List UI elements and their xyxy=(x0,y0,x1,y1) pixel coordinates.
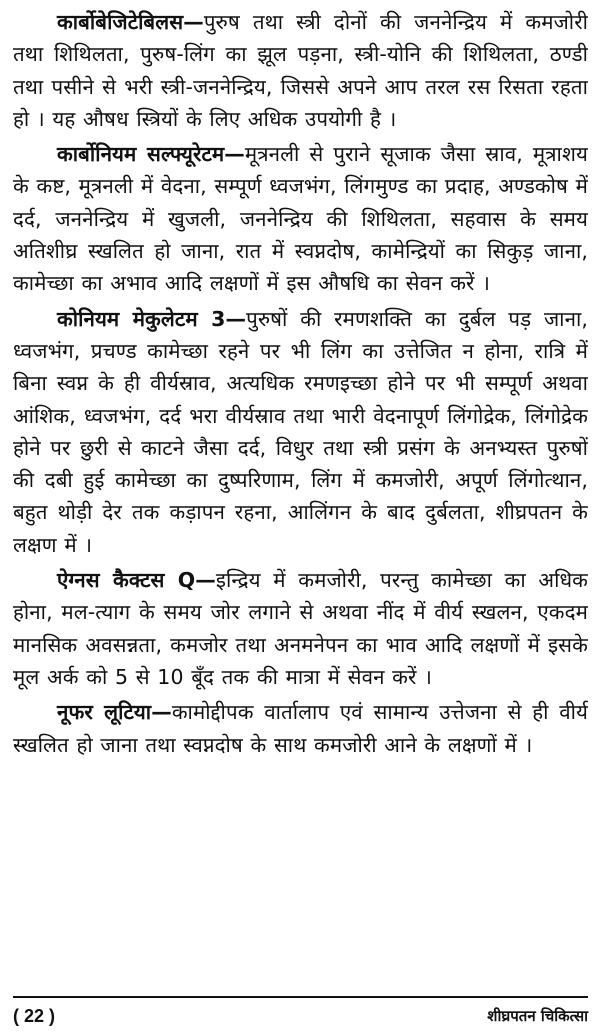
remedy-name: कार्बोबेजिटेबिलस— xyxy=(57,10,204,34)
page-footer xyxy=(13,1003,588,1029)
remedy-name: नूफर लूटिया— xyxy=(57,700,172,725)
remedy-description: कामोद्दीपक वार्तालाप एवं सामान्य उत्तेजना से ही वीर्य स्खलित हो जाना तथा स्वप्नदोष के साथ कमजोरी आने के लक्षणों में । xyxy=(13,700,588,757)
remedy-entry-carboneum-sulph xyxy=(13,138,588,299)
remedy-entry-carbo-veg xyxy=(13,6,588,135)
page-number: ( 22 ) xyxy=(13,1005,56,1026)
remedy-description: पुरुष तथा स्त्री दोनों की जननेन्द्रिय में कमजोरी तथा शिथिलता, पुरुष-लिंग का झूल पड़ना, स्त्री-योनि की शिथिलता, ठण्डी तथा पसीने से भरी स्त्री-जननेन्द्रिय, जिससे अपने आप तरल रस रिसता रहता हो । यह औषध स्त्रियों के लिए अधिक उपयोगी है । xyxy=(13,10,588,131)
remedy-name: कार्बोनियम सल्फ्यूरेटम— xyxy=(57,142,245,167)
page-body xyxy=(13,6,588,976)
footer-divider xyxy=(13,996,588,998)
remedy-description: मूत्रनली से पुराने सूजाक जैसा स्राव, मूत्राशय के कष्ट, मूत्रनली में वेदना, सम्पूर्ण ध्वजभंग, लिंगमुण्ड का प्रदाह, अण्डकोष में दर्द, जननेन्द्रिय में खुजली, जननेन्द्रिय की शिथिलता, सहवास के समय अतिशीघ्र स्खलित हो जाना, रात में स्वप्नदोष, कामेन्द्रियों का सिकुड़ जाना, कामेच्छा का अभाव आदि लक्षणों में इस औषधि का सेवन करें । xyxy=(13,142,588,296)
remedy-description: पुरुषों की रमणशक्ति का दुर्बल पड़ जाना, ध्वजभंग, प्रचण्ड कामेच्छा रहने पर भी लिंग का उत्तेजित न होना, रात्रि में बिना स्वप्न के ही वीर्यस्राव, अत्यधिक रमणइच्छा होने पर भी सम्पूर्ण अथवा आंशिक, ध्वजभंग, दर्द भरा वीर्यस्राव तथा भारी वेदनापूर्ण लिंगोद्रेक, लिंगोद्रेक होने पर छुरी से काटने जैसा दर्द, विधुर तथा स्त्री प्रसंग के अनभ्यस्त पुरुषों की दबी हुई कामेच्छा का दुष्परिणाम, लिंग में कमजोरी, अपूर्ण लिंगोत्थान, बहुत थोड़ी देर तक कड़ापन रहना, आलिंगन के बाद दुर्बलता, शीघ्रपतन के लक्षण में । xyxy=(13,306,588,557)
remedy-name: कोनियम मेकुलेटम 3— xyxy=(57,306,247,331)
remedy-entry-conium-mac xyxy=(13,303,588,561)
remedy-entry-nuphar-luteum xyxy=(13,696,588,761)
remedy-description: इन्द्रिय में कमजोरी, परन्तु कामेच्छा का अधिक होना, मल-त्याग के समय जोर लगाने से अथवा नींद में वीर्य स्खलन, एकदम मानसिक अवसन्नता, कमजोर तथा अनमनेपन का भाव आदि लक्षणों में इसके मूल अर्क को 5 से 10 बूँद तक की मात्रा में सेवन करें । xyxy=(13,568,588,689)
remedy-entry-agnus-castus xyxy=(13,564,588,693)
running-title: शीघ्रपतन चिकित्सा xyxy=(487,1007,588,1025)
remedy-name: ऐग्नस कैक्टस Q— xyxy=(57,568,216,593)
